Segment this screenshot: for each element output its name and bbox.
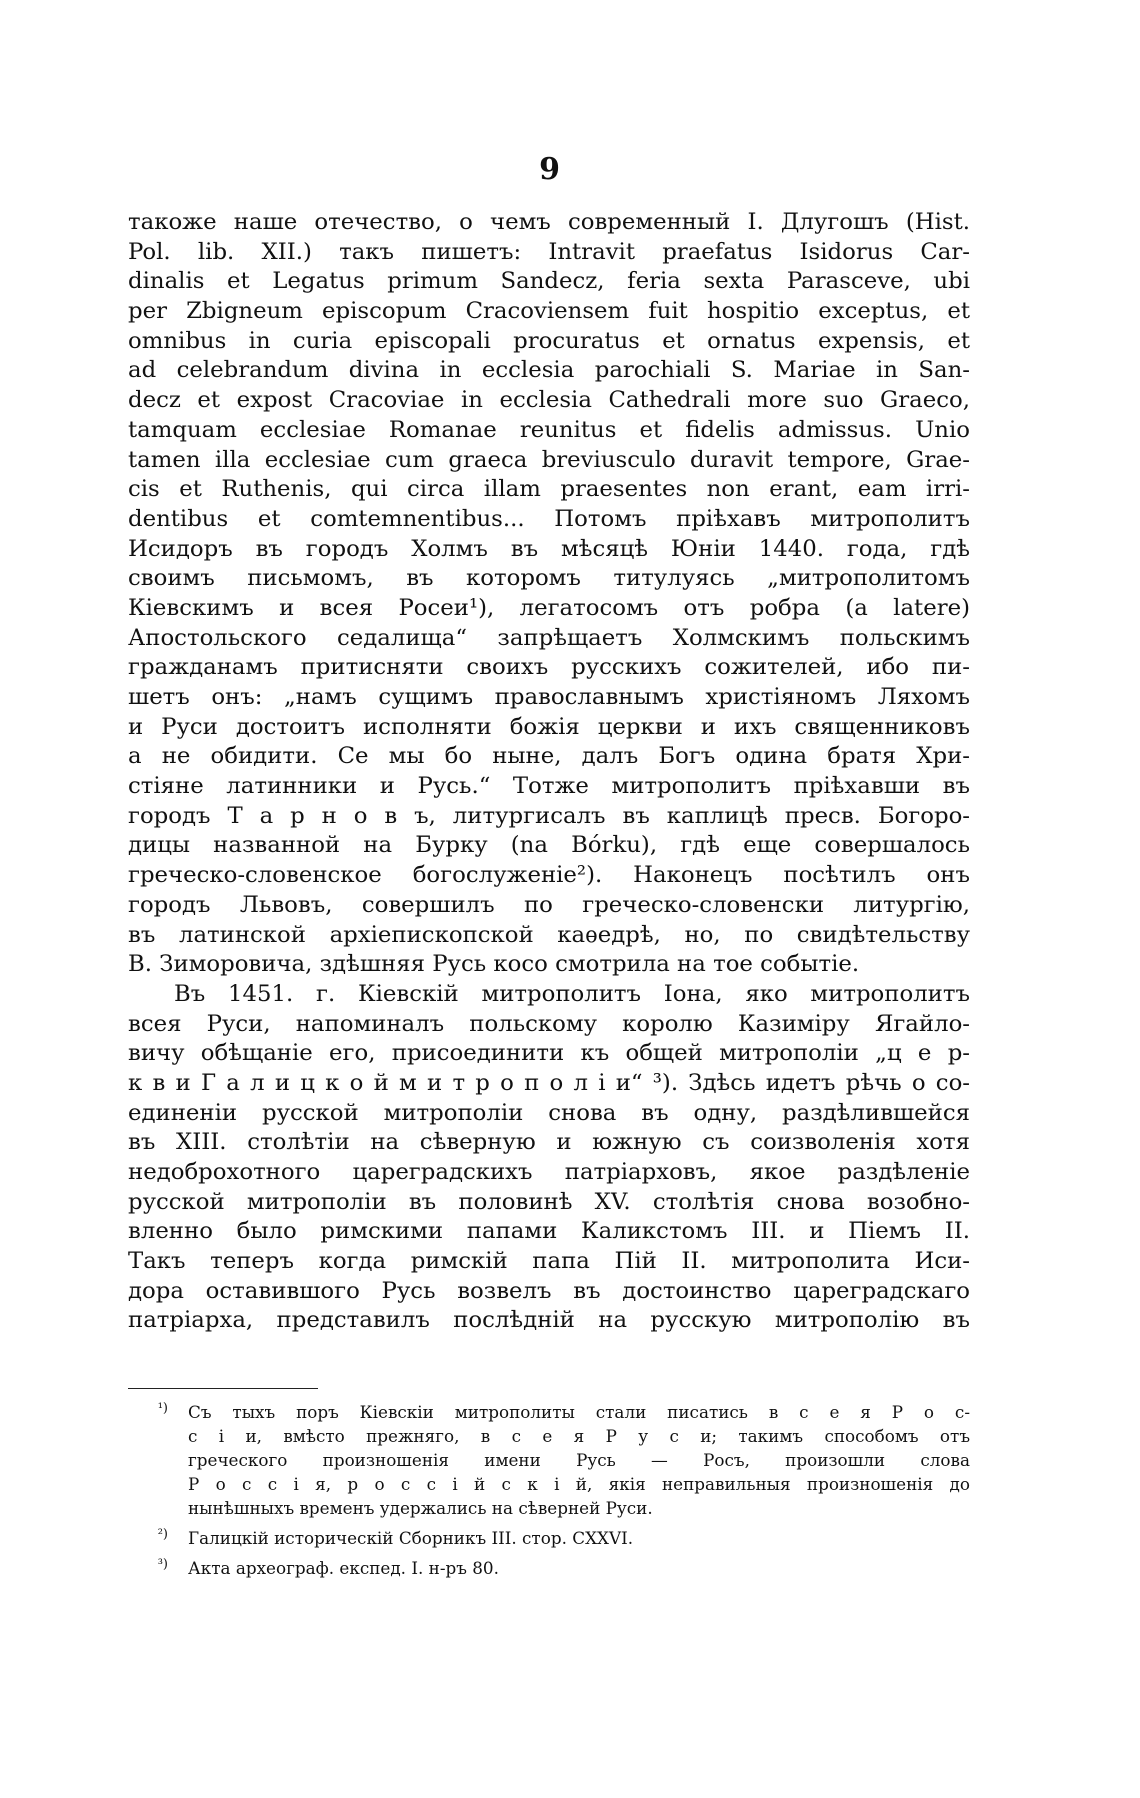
paragraph-start-line: Въ 1451. г. Кіевскій митрополитъ Іона, яко митрополитъ: [174, 980, 970, 1007]
text-line: гражданамъ притисняти своихъ русскихъ сожителей, ибо пи-: [128, 654, 970, 681]
text-line: вичу обѣщаніе его, присоединити къ общей митрополіи „ц е р-: [128, 1040, 970, 1067]
text-line: dentibus et comtemnentibus... Потомъ пріѣхавъ митрополитъ: [128, 505, 970, 532]
text-line: omnibus in curia episcopali procuratus et ornatus expensis, et: [128, 327, 970, 354]
footnotes: [128, 1400, 970, 1586]
text-line: Апостольского седалища“ запрѣщаетъ Холмскимъ польскимъ: [128, 624, 970, 651]
text-line: Исидоръ въ городъ Холмъ въ мѣсяцѣ Юніи 1440. года, гдѣ: [128, 535, 970, 562]
text-line: городъ Т а р н о в ъ, литургисалъ въ каплицѣ пресв. Богоро-: [128, 802, 970, 829]
text-line: недоброхотного цареградскихъ патріарховъ, якое раздѣленіе: [128, 1159, 970, 1185]
footnote-2: [128, 1526, 970, 1550]
text-line: tamen illa ecclesiae cum graeca breviusculo duravit tempore, Grae-: [128, 446, 970, 473]
text-line: шетъ онъ: „намъ сущимъ православнымъ христіяномъ Ляхомъ: [128, 684, 970, 710]
footnote-marker: ²): [157, 1527, 168, 1542]
footnote-marker: ³): [157, 1557, 168, 1572]
footnote-line: Галицкій историческій Сборникъ III. стор. CXXVI.: [188, 1528, 634, 1548]
footnote-divider: [128, 1388, 318, 1389]
footnote-text: [188, 1556, 970, 1580]
text-line: русской митрополіи въ половинѣ XV. столѣтія снова возобно-: [128, 1188, 970, 1215]
text-line: греческо-словенское богослуженіе²). Наконецъ посѣтилъ онъ: [128, 862, 970, 889]
footnote-line: Р о с с і я, р о с с і й с к і й, якія неправильныя произношенія до: [188, 1474, 970, 1494]
text-line: ad celebrandum divina in ecclesia parochiali S. Mariae in San-: [128, 357, 970, 384]
text-line: Pol. lib. XII.) такъ пишетъ: Intravit praefatus Isidorus Car-: [128, 238, 970, 265]
footnote-3: [128, 1556, 970, 1580]
text-line: дицы названной на Бурку (na Bórku), гдѣ еще совершалось: [128, 832, 970, 859]
text-line: патріарха, представилъ послѣдній на русскую митрополію въ: [128, 1307, 970, 1334]
footnote-line: Акта археограф. експед. І. н-ръ 80.: [188, 1558, 499, 1578]
footnote-line: нынѣшныхъ временъ удержались на сѣверней Руси.: [188, 1498, 653, 1518]
main-text: [128, 208, 970, 1336]
text-line: единеніи русской митрополіи снова въ одну, раздѣлившейся: [128, 1099, 970, 1126]
text-line: cis et Ruthenis, qui circa illam praesentes non erant, eam irri-: [128, 476, 970, 503]
text-line: дора оставившого Русь возвелъ въ достоинство цареградскаго: [128, 1277, 970, 1304]
text-line: въ XIII. столѣтіи на сѣверную и южную съ соизволенія хотя: [128, 1129, 970, 1156]
footnote-line: с і и, вмѣсто прежняго, в с е я Р у с и; такимъ способомъ отъ: [188, 1426, 970, 1446]
footnote-marker: ¹): [157, 1401, 168, 1416]
page-number: 9: [539, 152, 561, 187]
footnote-text: [188, 1400, 970, 1520]
text-line: всея Руси, напоминалъ польскому королю Казиміру Ягайло-: [128, 1010, 970, 1037]
footnote-1: [128, 1400, 970, 1520]
text-line: такожe наше отечество, о чемъ современный І. Длугошъ (Hist.: [128, 209, 970, 235]
footnote-text: [188, 1526, 970, 1550]
text-line: Кіевскимъ и всея Росеи¹), легатосомъ отъ робра (a latere): [128, 594, 970, 621]
text-line: и Руси достоитъ исполняти божія церкви и ихъ священниковъ: [128, 713, 970, 740]
footnote-line: Съ тыхъ поръ Кіевскіи митрополиты стали писатись в с е я Р о с-: [188, 1402, 970, 1422]
text-line: per Zbigneum episcopum Cracoviensem fuit hospitio exceptus, et: [128, 298, 970, 325]
text-line: decz et expost Cracoviae in ecclesia Cathedrali more suo Graeco,: [128, 387, 970, 414]
text-line: вленно было римскими папами Каликстомъ III. и Піемъ II.: [128, 1218, 970, 1245]
text-line: а не обидити. Се мы бо ныне, далъ Богъ одина братя Хри-: [128, 743, 970, 770]
text-line: Такъ теперъ когда римскій папа Пій II. митрополита Иси-: [128, 1248, 970, 1275]
text-line: городъ Львовъ, совершилъ по греческо-словенски литургію,: [128, 891, 970, 918]
text-line: въ латинской архіепископской каѳедрѣ, но, по свидѣтельству: [128, 921, 970, 948]
footnote-line: греческого произношенія имени Русь — Росъ, произошли слова: [188, 1450, 970, 1470]
text-line: стіяне латинники и Русь.“ Тотже митрополитъ пріѣхавши въ: [128, 773, 970, 800]
paragraph-end-line: В. Зиморовича, здѣшняя Русь косо смотрила на тое событіе.: [128, 951, 860, 978]
text-line: к в и Г а л и ц к о й м и т р о п о л і и“ ³). Здѣсь идетъ рѣчь о со-: [128, 1069, 970, 1096]
text-line: dinalis et Legatus primum Sandecz, feria sexta Parasceve, ubi: [128, 268, 970, 295]
text-line: своимъ письмомъ, въ которомъ титулуясь „митрополитомъ: [128, 565, 970, 592]
text-line: tamquam ecclesiae Romanae reunitus et fidelis admissus. Unio: [128, 416, 970, 443]
